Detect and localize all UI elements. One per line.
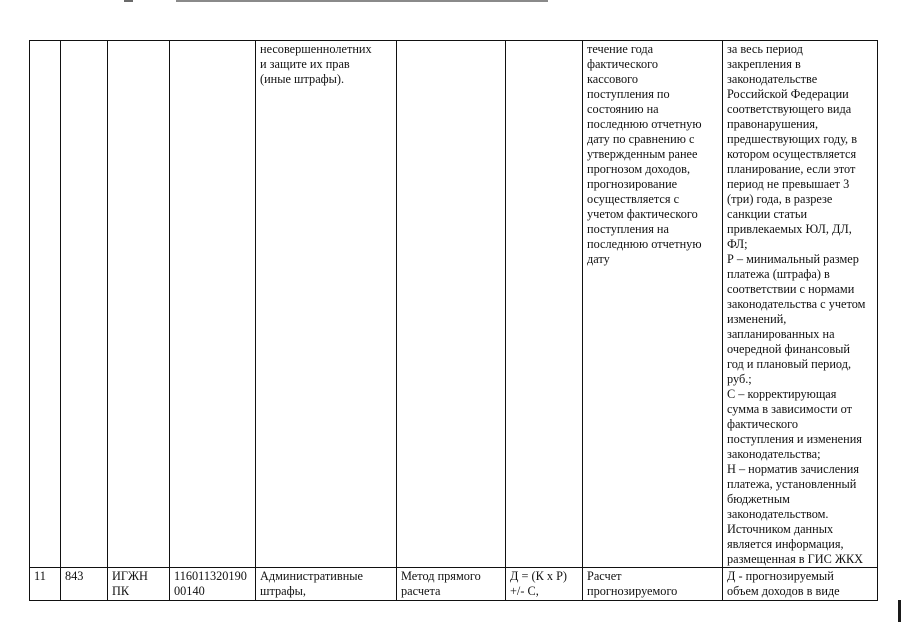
administrator-cell: ИГЖН ПК: [108, 568, 170, 601]
algorithm-cell: течение года фактического кассового поступления по состоянию на последнюю отчетную дату по сравнению с утвержденным ранее прогнозом доходов, прогнозирование осуществляется с учетом фактического поступления на последнюю отчетную дату: [583, 41, 723, 568]
formula-cell: [506, 41, 583, 568]
row-number-cell: [30, 41, 61, 568]
code-cell: 843: [61, 568, 108, 601]
table-row: [30, 41, 878, 568]
table-row: [30, 568, 878, 601]
code-cell: [61, 41, 108, 568]
scan-artifact: [176, 0, 548, 2]
kbk-code-cell: 116011320190 00140: [170, 568, 256, 601]
algorithm-cell: Расчет прогнозируемого: [583, 568, 723, 601]
revenue-name-cell: Административные штрафы,: [256, 568, 397, 601]
indicator-description-cell: Д - прогнозируемый объем доходов в виде: [723, 568, 878, 601]
kbk-code-cell: [170, 41, 256, 568]
scan-edge-mark: [898, 600, 901, 622]
method-cell: Метод прямого расчета: [397, 568, 506, 601]
scan-artifact: [124, 0, 133, 2]
administrator-cell: [108, 41, 170, 568]
indicator-description-cell: за весь период закрепления в законодательстве Российской Федерации соответствующего вида правонарушения, предшествующих году, в котором осуществляется планирование, если этот период не превышает 3 (три) года, в разрезе санкции статьи привлекаемых ЮЛ, ДЛ, ФЛ; Р – минимальный размер платежа (штрафа) в соответствии с нормами законодательства с учетом изменений, запланированных на очередной финансовый год и плановый период, руб.; С – корректирующая сумма в зависимости от фактического поступления и изменения законодательства; Н – норматив зачисления платежа, установленный бюджетным законодательством. Источником данных является информация, размещенная в ГИС ЖКХ: [723, 41, 878, 568]
formula-cell: Д = (К х Р) +/- С,: [506, 568, 583, 601]
revenue-name-cell: несовершеннолетних и защите их прав (иные штрафы).: [256, 41, 397, 568]
row-number-cell: 11: [30, 568, 61, 601]
revenue-forecast-table: [29, 40, 878, 601]
method-cell: [397, 41, 506, 568]
